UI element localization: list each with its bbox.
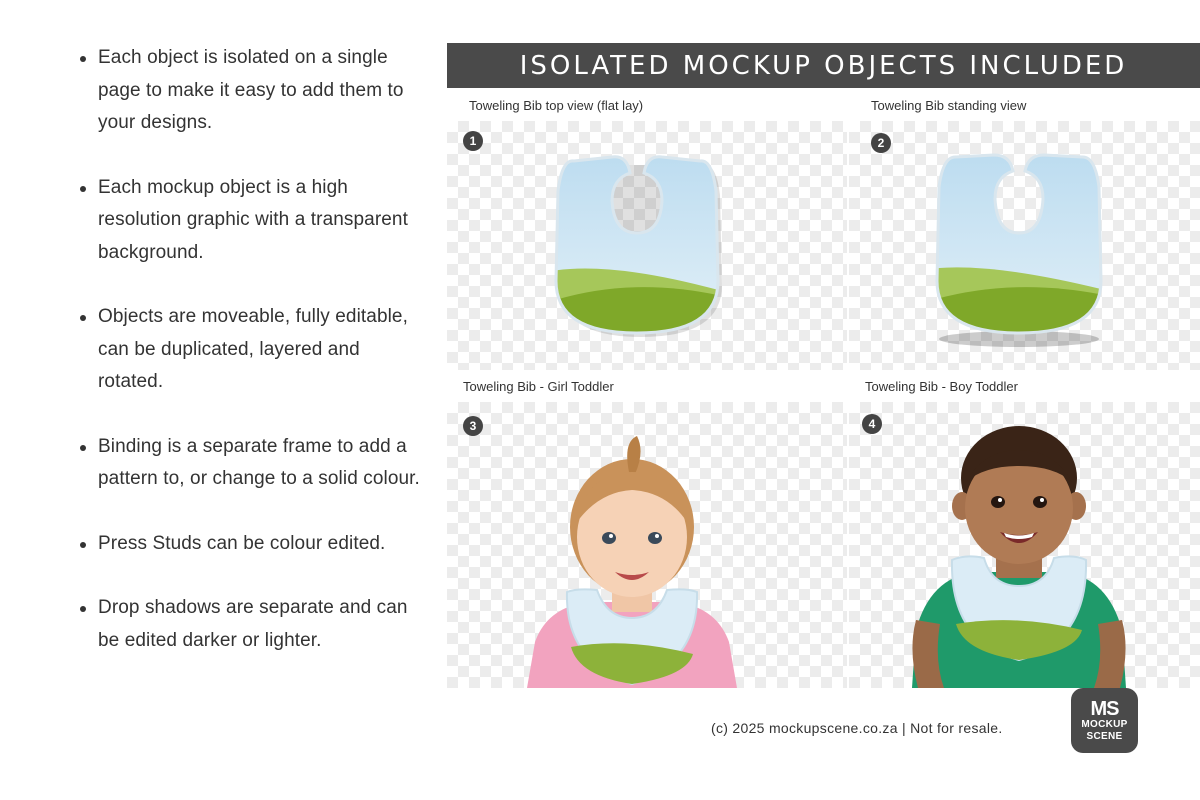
bullet-icon [80, 542, 86, 548]
panel-label-2: Toweling Bib standing view [871, 98, 1027, 113]
panel-number-badge: 3 [463, 416, 483, 436]
panel-standing [849, 121, 1200, 370]
girl-toddler-image [517, 432, 747, 688]
copyright-notice: (c) 2025 mockupscene.co.za | Not for resale. [711, 720, 1003, 736]
feature-item [78, 172, 423, 270]
feature-item [78, 42, 423, 140]
panel-label-3: Toweling Bib - Girl Toddler [463, 379, 614, 394]
feature-list [78, 42, 423, 689]
logo-text-line1: MOCKUP [1081, 718, 1128, 730]
panel-label-4: Toweling Bib - Boy Toddler [865, 379, 1018, 394]
panel-number-badge: 1 [463, 131, 483, 151]
panel-label-1: Toweling Bib top view (flat lay) [469, 98, 644, 113]
feature-text: Objects are moveable, fully editable, can be duplicated, layered and rotated. [98, 306, 408, 392]
panel-girl-toddler [447, 402, 847, 688]
feature-text: Each object is isolated on a single page to make it easy to add them to your designs. [98, 47, 404, 133]
boy-toddler-image [904, 420, 1134, 688]
panel-number-badge: 2 [871, 133, 891, 153]
bullet-icon [80, 606, 86, 612]
panel-boy-toddler [849, 402, 1200, 688]
bullet-icon [80, 186, 86, 192]
bullet-icon [80, 56, 86, 62]
panel-flat-lay [447, 121, 847, 370]
panel-number-badge: 4 [862, 414, 882, 434]
bib-standing-image [929, 151, 1109, 351]
feature-text: Drop shadows are separate and can be edited darker or lighter. [98, 597, 408, 651]
feature-text: Binding is a separate frame to add a pattern to, or change to a solid colour. [98, 435, 420, 489]
feature-item [78, 528, 423, 561]
feature-item [78, 301, 423, 399]
logo-text-line2: SCENE [1086, 730, 1123, 742]
bullet-icon [80, 315, 86, 321]
feature-text: Press Studs can be colour edited. [98, 532, 386, 554]
mockupscene-logo [1071, 688, 1138, 753]
bullet-icon [80, 445, 86, 451]
logo-monogram: MS [1090, 697, 1119, 720]
bib-flat-lay-image [552, 151, 722, 341]
feature-item [78, 431, 423, 496]
banner-title: ISOLATED MOCKUP OBJECTS INCLUDED [447, 43, 1200, 88]
feature-item [78, 592, 423, 657]
feature-text: Each mockup object is a high resolution graphic with a transparent background. [98, 176, 408, 263]
